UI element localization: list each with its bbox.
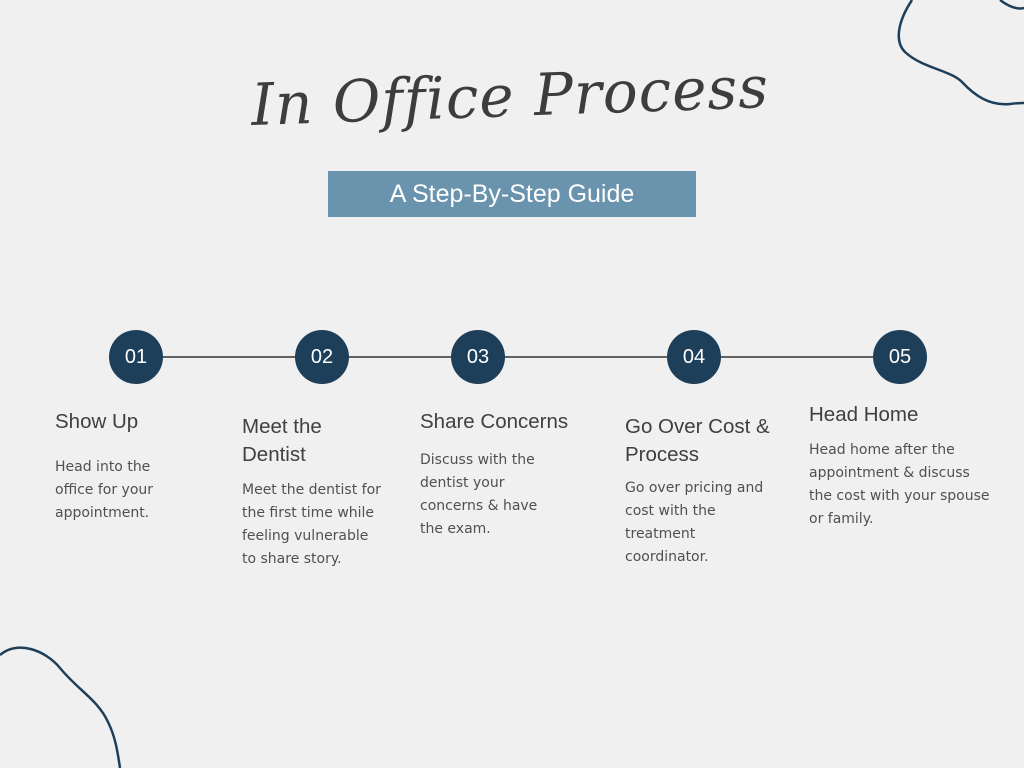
step-4-desc-line: coordinator. (625, 549, 709, 565)
step-5-desc-line: Head home after the (809, 442, 955, 458)
step-3-desc-line: the exam. (420, 521, 491, 537)
step-1-number: 01 (124, 345, 148, 368)
top-right-blob-outline (899, 0, 1024, 104)
step-4-desc-line: cost with the (625, 503, 716, 519)
step-2-number: 02 (310, 345, 334, 368)
step-2-circle (295, 330, 349, 384)
subtitle-banner (328, 171, 696, 217)
step-5-desc-line: appointment & discuss (809, 465, 970, 481)
step-5-title: Head Home (809, 403, 919, 426)
step-5 (809, 401, 1009, 531)
step-2-title-line: Meet the (242, 415, 322, 438)
step-1-title: Show Up (55, 410, 139, 433)
step-1 (55, 408, 235, 525)
page-title: In Office Process (249, 52, 771, 140)
step-3-circle (451, 330, 505, 384)
step-3 (420, 408, 600, 541)
step-2-desc-line: the first time while (242, 505, 375, 521)
step-3-number: 03 (466, 345, 490, 368)
step-2 (242, 413, 422, 571)
step-4-title-line: Go Over Cost & (625, 415, 770, 438)
step-4-circle (667, 330, 721, 384)
step-4 (625, 413, 805, 569)
step-4-desc-line: treatment (625, 526, 696, 542)
step-2-title-line: Dentist (242, 443, 306, 466)
step-4-number: 04 (682, 345, 706, 368)
step-2-desc-line: feeling vulnerable (242, 528, 369, 544)
step-5-desc-line: or family. (809, 511, 874, 527)
step-3-desc-line: dentist your (420, 475, 505, 491)
subtitle-text: A Step-By-Step Guide (389, 179, 635, 208)
step-2-desc-line: Meet the dentist for (242, 482, 381, 498)
step-1-circle (109, 330, 163, 384)
step-1-desc-line: office for your (55, 482, 154, 498)
step-1-desc-line: appointment. (55, 505, 150, 521)
step-4-title-line: Process (625, 443, 700, 466)
bottom-left-blob-outline (0, 648, 120, 768)
step-5-number: 05 (888, 345, 912, 368)
step-3-title: Share Concerns (420, 410, 569, 433)
step-2-desc-line: to share story. (242, 551, 342, 567)
step-3-desc-line: Discuss with the (420, 452, 535, 468)
step-3-desc-line: concerns & have (420, 498, 538, 514)
step-5-circle (873, 330, 927, 384)
top-right-blob-outline-2 (1000, 0, 1024, 9)
step-1-desc-line: Head into the (55, 459, 151, 475)
step-5-desc-line: the cost with your spouse (809, 488, 990, 504)
step-4-desc-line: Go over pricing and (625, 480, 764, 496)
